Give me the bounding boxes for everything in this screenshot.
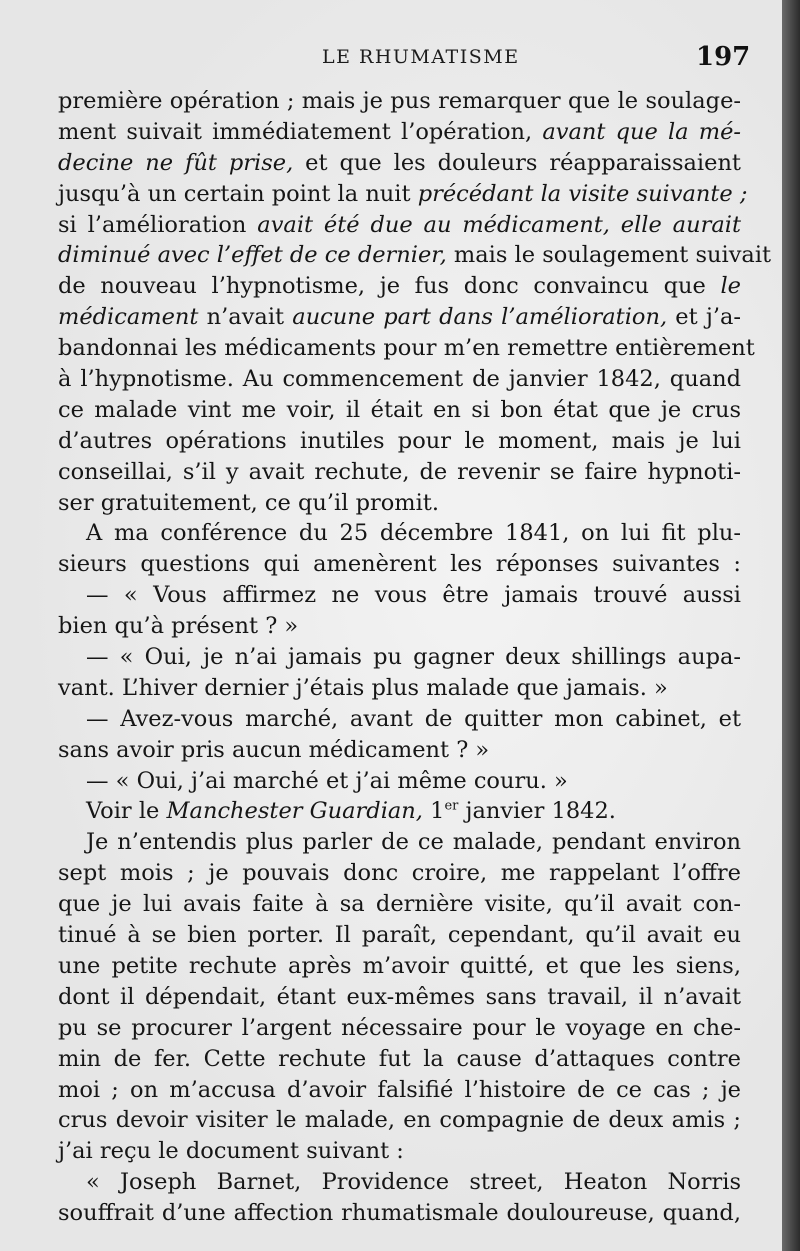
text-line bbox=[58, 889, 741, 920]
text-segment: — « Oui, j’ai marché et j’ai même couru. » bbox=[86, 767, 568, 794]
text-segment: min de fer. Cette rechute fut la cause d’attaques contre bbox=[58, 1045, 741, 1072]
text-line bbox=[58, 86, 741, 117]
text-segment: si l’amélioration bbox=[58, 211, 258, 238]
text-line bbox=[58, 148, 741, 179]
text-line bbox=[58, 858, 741, 889]
text-segment: souffrait d’une affection rhumatismale douloureuse, quand, bbox=[58, 1200, 741, 1227]
text-line bbox=[58, 766, 741, 797]
text-segment: que je lui avais faite à sa dernière visite, qu’il avait con- bbox=[58, 891, 741, 918]
text-segment: ment suivait immédiatement l’opération, bbox=[58, 118, 543, 145]
italic-text: decine ne fût prise, bbox=[58, 149, 294, 176]
text-segment: de nouveau l’hypnotisme, je fus donc convaincu que bbox=[58, 273, 721, 300]
text-segment: janvier 1842. bbox=[458, 798, 616, 825]
text-segment: — Avez-vous marché, avant de quitter mon cabinet, et bbox=[86, 705, 741, 732]
text-segment: ser gratuitement, ce qu’il promit. bbox=[58, 489, 440, 516]
text-segment: « Joseph Barnet, Providence street, Heaton Norris bbox=[86, 1169, 741, 1196]
text-segment: mais le soulagement suivait bbox=[446, 242, 772, 269]
text-segment: et j’a- bbox=[667, 304, 741, 331]
text-line bbox=[58, 302, 741, 333]
text-segment: pu se procurer l’argent nécessaire pour le voyage en che- bbox=[58, 1014, 741, 1041]
text-segment: d’autres opérations inutiles pour le moment, mais je lui bbox=[58, 427, 741, 454]
italic-text: Manchester Guardian, bbox=[166, 798, 423, 825]
text-line bbox=[58, 611, 741, 642]
text-line bbox=[58, 704, 741, 735]
text-segment: j’ai reçu le document suivant : bbox=[58, 1138, 404, 1165]
italic-text: le bbox=[720, 273, 741, 300]
superscript-text: er bbox=[444, 798, 459, 814]
text-segment: bien qu’à présent ? » bbox=[58, 613, 299, 640]
text-line bbox=[58, 240, 772, 271]
italic-text: précédant la visite suivante ; bbox=[417, 180, 748, 207]
text-segment: une petite rechute après m’avoir quitté, et que les siens, bbox=[58, 952, 741, 979]
text-line bbox=[58, 395, 741, 426]
text-segment: dont il dépendait, étant eux-mêmes sans travail, il n’avait bbox=[58, 983, 741, 1010]
text-segment: à l’hypnotisme. Au commencement de janvier 1842, quand bbox=[58, 366, 741, 393]
text-line bbox=[58, 457, 741, 488]
text-segment: ce malade vint me voir, il était en si bon état que je crus bbox=[58, 396, 741, 423]
text-segment: conseillai, s’il y avait rechute, de revenir se faire hypnoti- bbox=[58, 458, 741, 485]
text-segment: moi ; on m’accusa d’avoir falsifié l’histoire de ce cas ; je bbox=[58, 1076, 741, 1103]
text-segment: — « Oui, je n’ai jamais pu gagner deux shillings aupa- bbox=[86, 644, 741, 671]
text-segment: tinué à se bien porter. Il paraît, cependant, qu’il avait eu bbox=[58, 922, 741, 949]
text-line bbox=[58, 951, 741, 982]
text-line bbox=[58, 920, 741, 951]
text-line bbox=[58, 673, 741, 704]
text-segment: crus devoir visiter le malade, en compagnie de deux amis ; bbox=[58, 1107, 741, 1134]
text-segment: 1 bbox=[422, 798, 445, 825]
scan-page-edge bbox=[782, 0, 800, 1251]
text-line bbox=[58, 179, 748, 210]
text-segment: sept mois ; je pouvais donc croire, me rappelant l’offre bbox=[58, 860, 741, 887]
text-line bbox=[58, 488, 741, 519]
text-line bbox=[58, 982, 741, 1013]
text-line bbox=[58, 364, 741, 395]
text-line bbox=[58, 518, 741, 549]
text-line bbox=[58, 333, 755, 364]
text-line bbox=[58, 271, 741, 302]
text-segment: vant. L’hiver dernier j’étais plus malade que jamais. » bbox=[58, 674, 668, 701]
text-segment: Voir le bbox=[86, 798, 167, 825]
text-line bbox=[58, 426, 741, 457]
italic-text: médicament bbox=[58, 304, 199, 331]
text-line bbox=[58, 1167, 741, 1198]
text-segment: jusqu’à un certain point la nuit bbox=[58, 180, 418, 207]
page-number: 197 bbox=[696, 42, 751, 72]
text-segment: bandonnai les médicaments pour m’en remettre entièrement bbox=[58, 335, 755, 362]
text-segment: Je n’entendis plus parler de ce malade, pendant environ bbox=[86, 829, 741, 856]
text-line bbox=[58, 642, 741, 673]
text-line bbox=[58, 735, 741, 766]
italic-text: diminué avec l’effet de ce dernier, bbox=[58, 242, 447, 269]
text-line bbox=[58, 1075, 741, 1106]
text-line bbox=[58, 796, 741, 827]
text-segment: A ma conférence du 25 décembre 1841, on lui fit plu- bbox=[86, 520, 741, 547]
text-line bbox=[58, 580, 741, 611]
text-line bbox=[58, 1105, 741, 1136]
running-header bbox=[0, 42, 782, 76]
italic-text: aucune part dans l’amélioration, bbox=[292, 304, 668, 331]
text-segment: première opération ; mais je pus remarquer que le soulage- bbox=[58, 88, 741, 114]
text-line bbox=[58, 549, 741, 580]
text-line bbox=[58, 1013, 741, 1044]
text-line bbox=[58, 827, 741, 858]
italic-text: avant que la mé- bbox=[542, 118, 741, 145]
running-title: LE RHUMATISME bbox=[322, 46, 520, 68]
text-segment: sieurs questions qui amenèrent les réponses suivantes : bbox=[58, 551, 741, 578]
body-text bbox=[58, 86, 772, 1229]
text-line bbox=[58, 117, 741, 148]
text-segment: sans avoir pris aucun médicament ? » bbox=[58, 736, 490, 763]
text-line bbox=[58, 1198, 741, 1229]
italic-text: avait été due au médicament, elle aurait bbox=[257, 211, 741, 238]
text-segment: et que les douleurs réapparaissaient bbox=[293, 149, 741, 176]
text-segment: n’avait bbox=[198, 304, 293, 331]
text-line bbox=[58, 210, 741, 241]
text-line bbox=[58, 1044, 741, 1075]
text-segment: — « Vous affirmez ne vous être jamais trouvé aussi bbox=[86, 582, 741, 609]
text-line bbox=[58, 1136, 741, 1167]
